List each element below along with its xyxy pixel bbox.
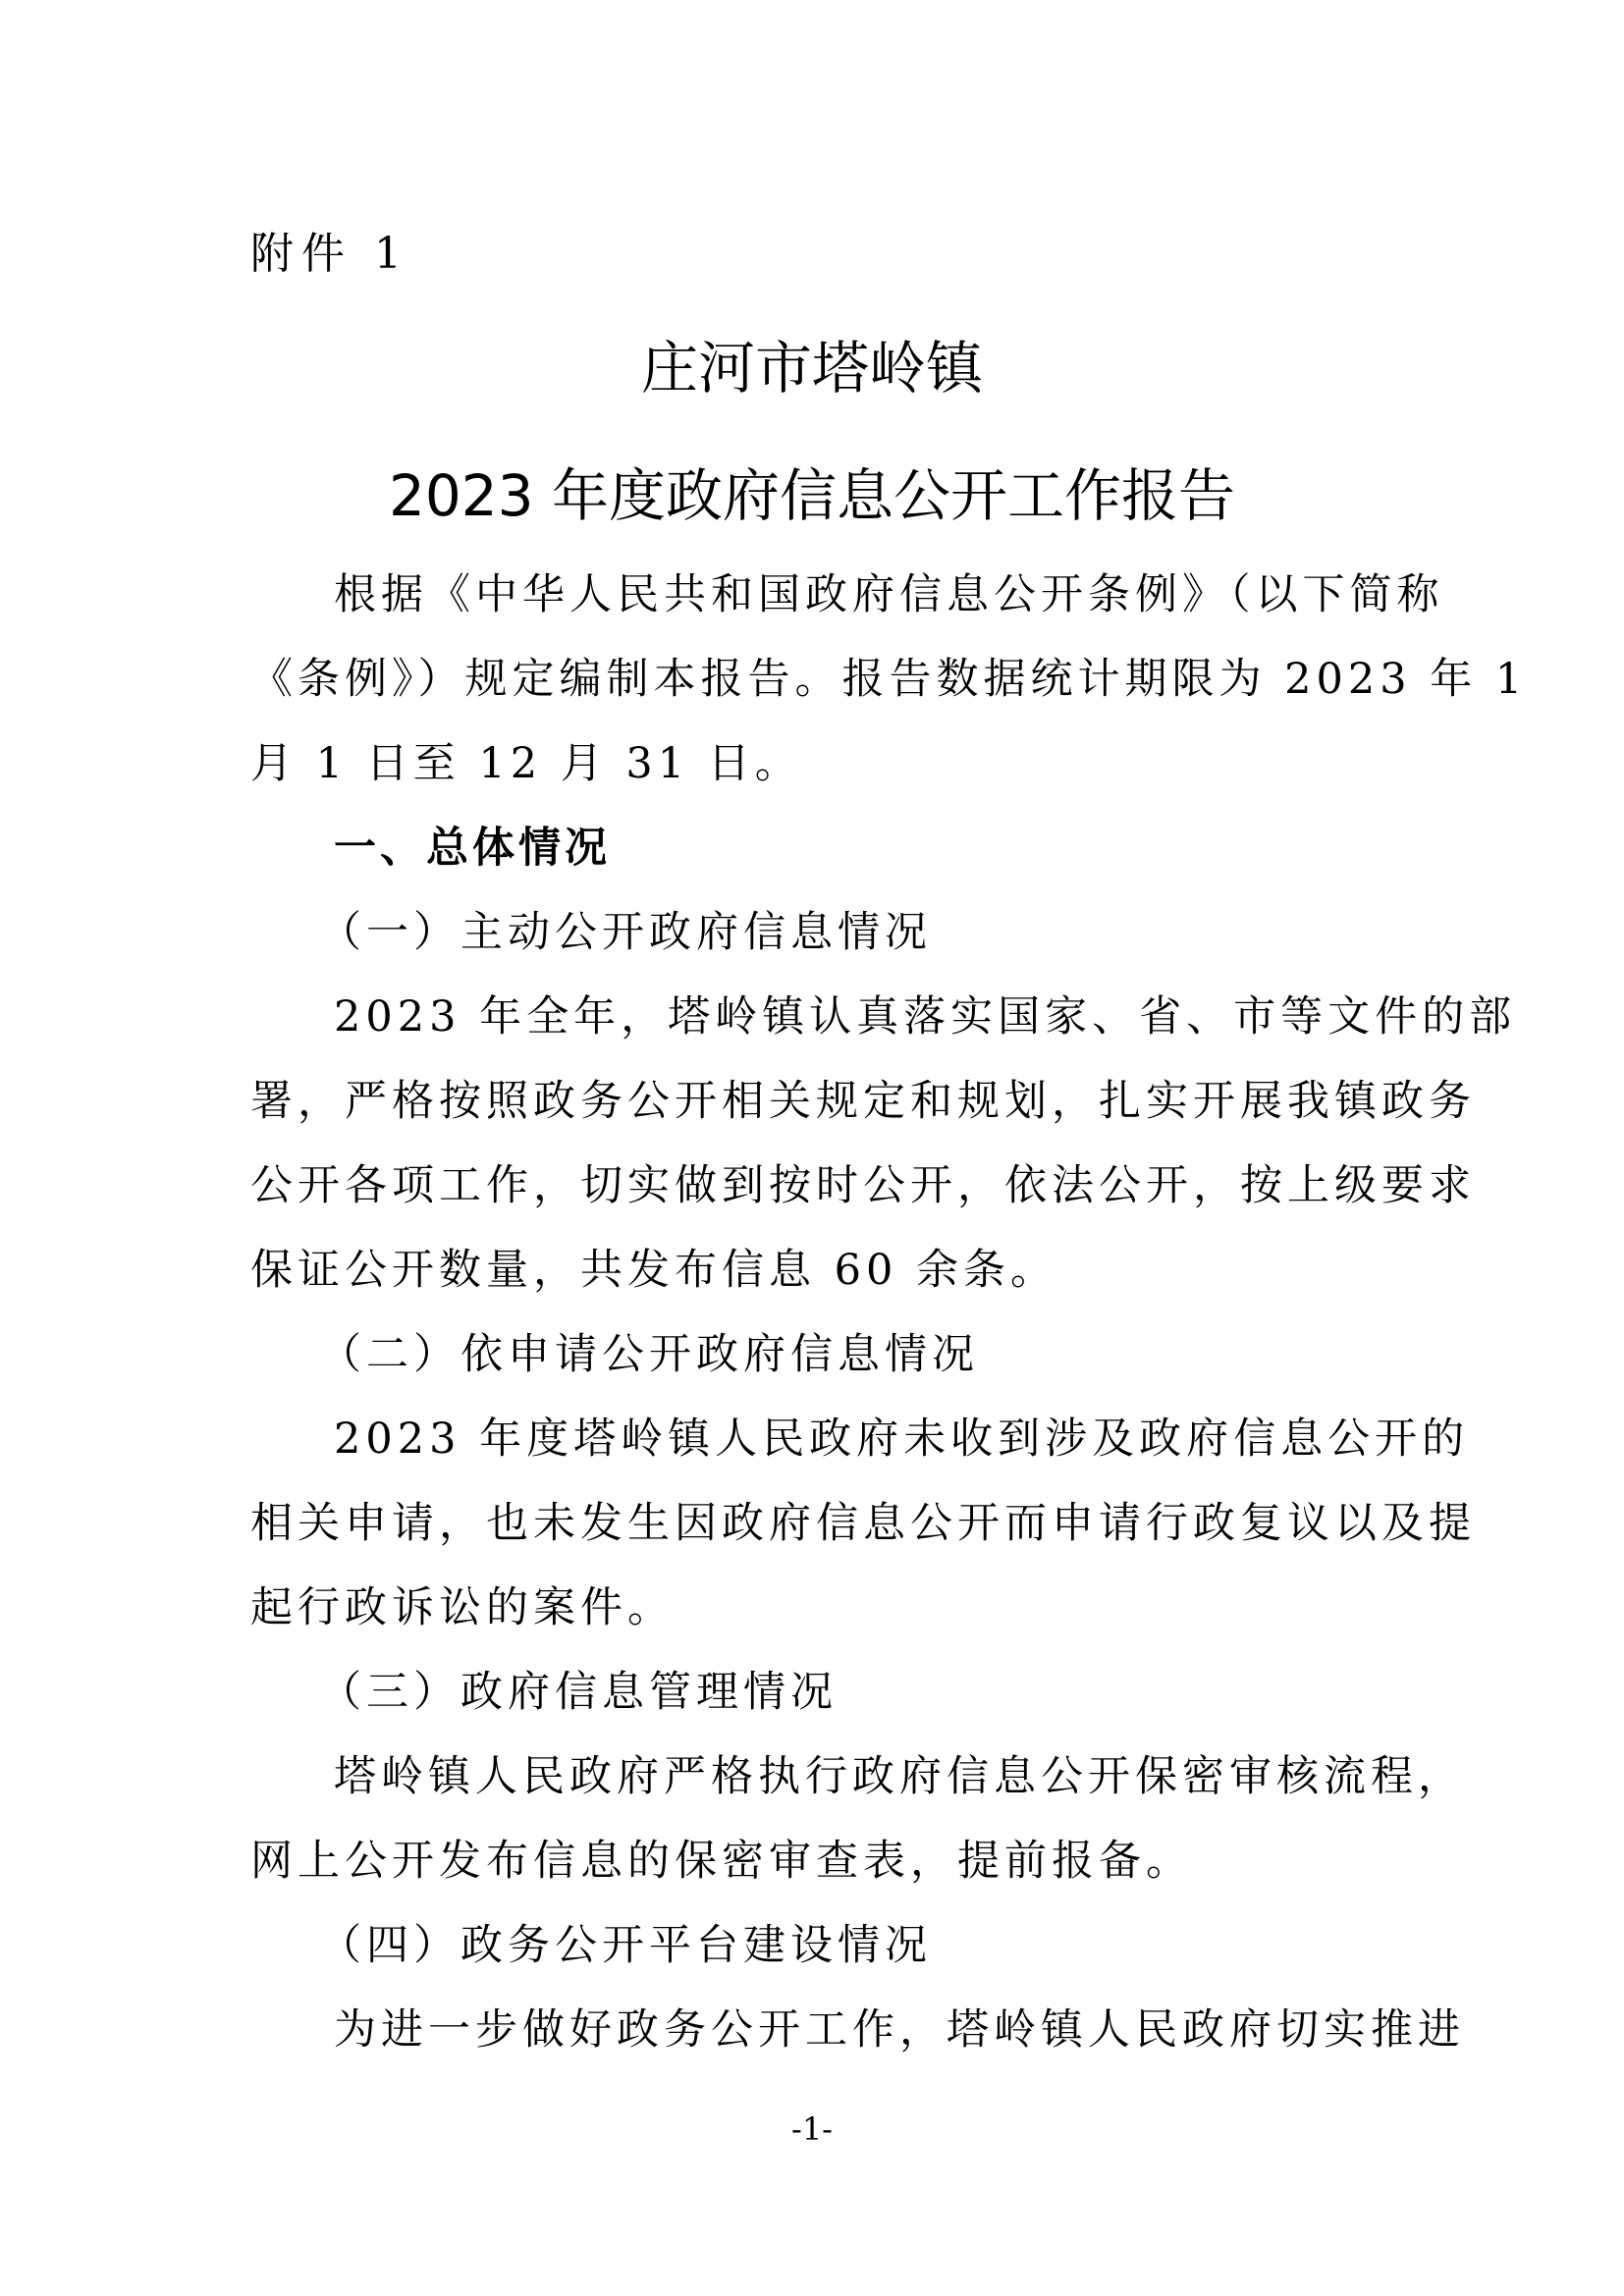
sub3-line-2: 网上公开发布信息的保密审查表，提前报备。 xyxy=(250,1837,1193,1886)
subsection-heading-1: （一）主动公开政府信息情况 xyxy=(319,908,932,957)
subsection-heading-4: （四）政务公开平台建设情况 xyxy=(319,1921,932,1970)
sub2-line-3: 起行政诉讼的案件。 xyxy=(250,1583,675,1632)
sub1-line-4: 保证公开数量，共发布信息 60 余条。 xyxy=(250,1246,1058,1295)
document-title-line-2: 2023 年度政府信息公开工作报告 xyxy=(388,462,1236,529)
intro-line-1: 根据《中华人民共和国政府信息公开条例》（以下简称 xyxy=(334,570,1444,619)
sub4-line-1: 为进一步做好政务公开工作，塔岭镇人民政府切实推进 xyxy=(334,2005,1465,2055)
attachment-label: 附件 1 xyxy=(250,229,409,279)
subsection-heading-2: （二）依申请公开政府信息情况 xyxy=(319,1330,979,1379)
sub2-line-1: 2023 年度塔岭镇人民政府未收到涉及政府信息公开的 xyxy=(334,1415,1470,1464)
sub1-line-1: 2023 年全年，塔岭镇认真落实国家、省、市等文件的部 xyxy=(334,992,1517,1041)
sub1-line-2: 署，严格按照政务公开相关规定和规划，扎实开展我镇政务 xyxy=(250,1077,1476,1126)
sub3-line-1: 塔岭镇人民政府严格执行政府信息公开保密审核流程， xyxy=(334,1752,1465,1801)
sub1-line-3: 公开各项工作，切实做到按时公开，依法公开，按上级要求 xyxy=(250,1161,1476,1210)
sub2-line-2: 相关申请，也未发生因政府信息公开而申请行政复议以及提 xyxy=(250,1499,1476,1548)
section-heading-overview: 一、总体情况 xyxy=(334,824,611,873)
page-number: -1- xyxy=(791,2110,833,2148)
intro-line-3: 月 1 日至 12 月 31 日。 xyxy=(250,739,802,788)
intro-line-2: 《条例》）规定编制本报告。报告数据统计期限为 2023 年 1 xyxy=(250,655,1528,704)
document-title-line-1: 庄河市塔岭镇 xyxy=(640,335,983,401)
subsection-heading-3: （三）政府信息管理情况 xyxy=(319,1668,838,1717)
